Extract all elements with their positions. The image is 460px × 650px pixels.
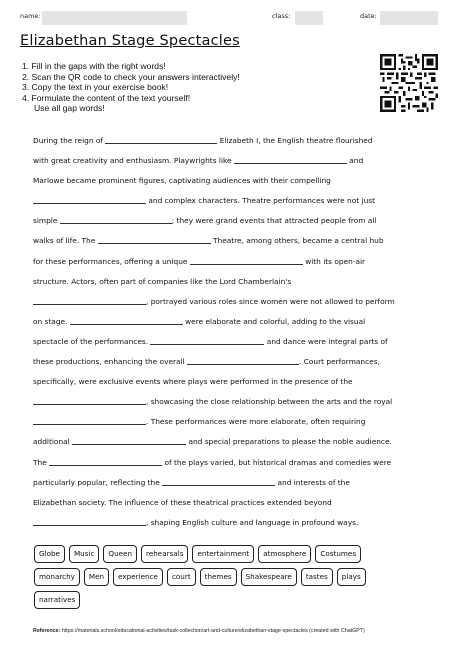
text-segment: Theatre, among others, became a central hub [213, 236, 384, 246]
text-segment: Marlowe became prominent figures, captivating audiences with their compelling [33, 176, 331, 186]
date-label: date: [360, 12, 377, 20]
instruction-item: 1. Fill in the gaps with the right words! [22, 61, 166, 71]
gap-blank[interactable] [33, 202, 146, 204]
word-chip[interactable]: plays [337, 568, 366, 586]
text-segment: for these performances, offering a unique [33, 256, 188, 266]
text-segment: and complex characters. Theatre performances were not just [148, 196, 375, 206]
name-label: name: [20, 12, 41, 20]
qr-code-icon[interactable] [380, 54, 438, 112]
text-segment: with its open-air [305, 256, 366, 266]
text-segment: with great creativity and enthusiasm. Playwrights like [33, 156, 232, 166]
reference-link[interactable]: https://materials.school/educational-activities/task-collection/art-and-culture/elizabethan-stage-spectacles (created with ChatGPT) [61, 628, 365, 634]
word-chip[interactable]: experience [113, 568, 163, 586]
word-chip[interactable]: rehearsals [141, 545, 188, 563]
date-field[interactable] [380, 11, 438, 25]
text-segment: structure. Actors, often part of companies like the Lord Chamberlain's [33, 276, 292, 286]
text-segment: additional [33, 437, 70, 447]
page-title: Elizabethan Stage Spectacles [20, 33, 240, 49]
word-chip[interactable]: Men [84, 568, 109, 586]
instruction-item: 2. Scan the QR code to check your answers interactively! [22, 71, 240, 82]
gap-blank[interactable] [49, 464, 162, 466]
text-segment: and special preparations to please the noble audience. [188, 437, 392, 447]
gap-blank[interactable] [33, 403, 146, 405]
gap-blank[interactable] [190, 263, 303, 265]
instruction-item: Use all gap words! [34, 103, 105, 114]
text-segment: were elaborate and colorful, adding to the visual [185, 316, 366, 326]
word-chip[interactable]: tastes [301, 568, 333, 586]
word-chip[interactable]: Globe [34, 545, 65, 563]
word-bank-row [34, 591, 434, 609]
gap-blank[interactable] [105, 142, 217, 144]
class-field[interactable] [295, 11, 323, 25]
text-segment: Elizabethan society. The influence of these theatrical practices extended beyond [33, 497, 332, 507]
text-segment: particularly popular, reflecting the [33, 477, 160, 487]
instruction-item: 4. Formulate the content of the text yourself! [22, 92, 191, 103]
text-segment: ; they were grand events that attracted people from all [171, 216, 377, 226]
text-segment: spectacle of the performances. [33, 336, 149, 346]
gap-blank[interactable] [72, 443, 186, 445]
instruction-item: 3. Copy the text in your exercise book! [22, 82, 169, 93]
text-segment: simple [33, 216, 58, 226]
cloze-text [33, 131, 431, 533]
text-segment: specifically, were exclusive events where plays were performed in the presence of the [33, 377, 353, 387]
gap-blank[interactable] [98, 242, 211, 244]
word-chip[interactable]: Costumes [315, 545, 361, 563]
text-segment: these productions, enhancing the overall [33, 357, 185, 367]
reference-label: Reference: [33, 628, 61, 634]
word-chip[interactable]: entertainment [192, 545, 254, 563]
instructions-list [22, 61, 240, 114]
gap-blank[interactable] [70, 323, 183, 325]
text-segment: walks of life. The [33, 236, 96, 246]
word-chip[interactable]: themes [200, 568, 237, 586]
word-bank-row [34, 568, 434, 586]
gap-blank[interactable] [33, 303, 146, 305]
word-chip[interactable]: monarchy [34, 568, 80, 586]
text-segment: During the reign of [33, 136, 103, 145]
word-bank-row [34, 545, 434, 563]
text-segment: , shaping English culture and language in profound ways. [146, 517, 359, 527]
gap-blank[interactable] [187, 363, 299, 365]
word-chip[interactable]: Queen [103, 545, 137, 563]
text-segment: and dance were integral parts of [266, 336, 388, 346]
text-segment: on stage. [33, 316, 68, 326]
word-bank [34, 545, 434, 614]
reference-line [33, 628, 365, 634]
text-segment: . These performances were more elaborate, often requiring [146, 417, 366, 427]
text-segment: and [349, 156, 364, 166]
word-chip[interactable]: court [167, 568, 196, 586]
text-segment: Elizabeth I, the English theatre flourished [219, 136, 373, 145]
gap-blank[interactable] [60, 222, 172, 224]
word-chip[interactable]: Shakespeare [241, 568, 297, 586]
gap-blank[interactable] [162, 484, 275, 486]
text-segment: and interests of the [277, 477, 350, 487]
text-segment: . Court performances, [299, 357, 380, 367]
word-chip[interactable]: narratives [34, 591, 80, 609]
gap-blank[interactable] [150, 343, 264, 345]
text-segment: of the plays varied, but historical dramas and comedies were [164, 457, 392, 467]
text-segment: , showcasing the close relationship between the arts and the royal [146, 397, 393, 407]
gap-blank[interactable] [33, 423, 146, 425]
gap-blank[interactable] [234, 162, 347, 164]
text-segment: , portrayed various roles since women were not allowed to perform [146, 296, 395, 306]
word-chip[interactable]: Music [69, 545, 99, 563]
gap-blank[interactable] [33, 524, 146, 526]
name-field[interactable] [42, 11, 187, 25]
class-label: class: [272, 12, 291, 20]
word-chip[interactable]: atmosphere [258, 545, 311, 563]
text-segment: The [33, 457, 47, 467]
